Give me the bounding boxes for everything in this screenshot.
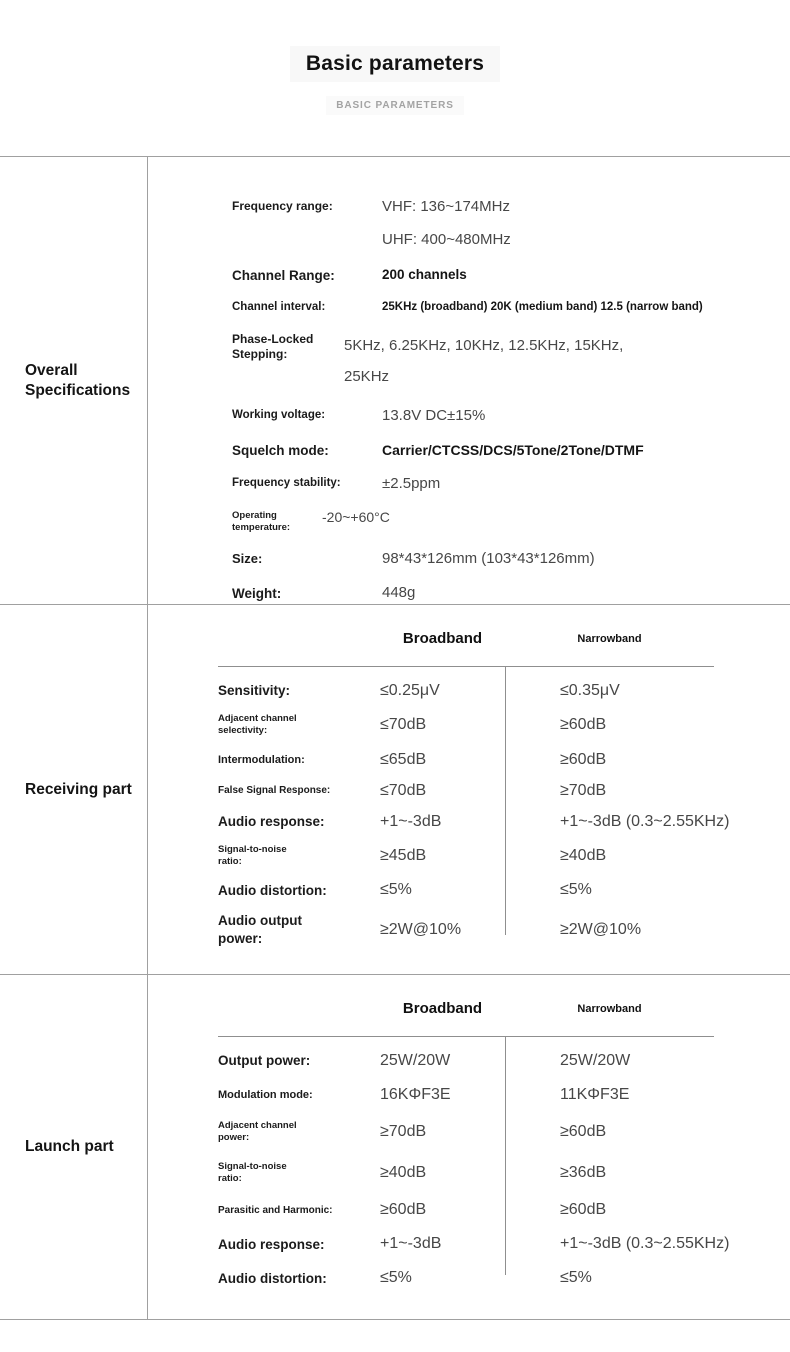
spec-value: -20~+60°C [322, 508, 390, 525]
band-value-narrowband: ≥60dB [560, 1201, 607, 1219]
spec-label: Size: [232, 550, 263, 566]
spec-label: Channel Range: [232, 267, 335, 283]
spec-label: Frequency stability: [232, 476, 341, 489]
band-header-narrowband: Narrowband [577, 632, 642, 645]
page-title: Basic parameters [290, 46, 500, 82]
band-row-label: Adjacent channel power: [218, 1120, 297, 1144]
band-row-false-signal-response [218, 782, 714, 800]
band-row-label: Audio output power: [218, 913, 302, 946]
spec-row-frequency-stability [232, 474, 790, 494]
band-value-narrowband: ≥40dB [560, 847, 607, 865]
spec-list [148, 157, 790, 603]
spec-value: 13.8V DC±15% [382, 406, 486, 424]
spec-value: Carrier/CTCSS/DCS/5Tone/2Tone/DTMF [382, 441, 644, 458]
spec-value: 25KHz (broadband) 20K (medium band) 12.5 (narrow band) [382, 301, 703, 314]
band-value-narrowband: ≥70dB [560, 781, 607, 799]
band-value-narrowband: ≤5% [560, 1269, 592, 1287]
band-row-output-power [218, 1052, 714, 1070]
spec-label: Operating temperature: [232, 509, 291, 534]
spec-label: Phase-Locked Stepping: [232, 331, 314, 362]
band-row-audio-response [218, 1235, 730, 1253]
band-header-broadband: Broadband [402, 1000, 483, 1017]
spec-row-working-voltage [232, 406, 790, 426]
band-value-broadband: 16KΦF3E [380, 1086, 451, 1103]
band-value-narrowband: ≥2W@10% [560, 920, 642, 938]
band-value-broadband: ≥70dB [380, 1123, 427, 1141]
band-row-label: Audio response: [218, 813, 325, 829]
band-row-signal-to-noise-ratio [218, 844, 714, 869]
band-value-narrowband: ≥60dB [560, 750, 607, 768]
band-table-body [218, 667, 730, 947]
band-row-label: False Signal Response: [218, 785, 331, 797]
section-side-rail [0, 975, 148, 1319]
band-value-broadband: ≥60dB [380, 1201, 427, 1219]
band-table-receiving [218, 605, 730, 947]
spec-label: Working voltage: [232, 408, 326, 421]
band-value-narrowband: ≥60dB [560, 1123, 607, 1141]
spec-label: Weight: [232, 585, 282, 601]
band-table-header [218, 605, 714, 667]
section-label: Launch part [25, 1138, 114, 1156]
band-table-launch [218, 975, 730, 1287]
spec-value: ±2.5ppm [382, 474, 441, 492]
band-table-body [218, 1037, 730, 1287]
page-subtitle: BASIC PARAMETERS [326, 96, 464, 115]
band-row-label: Audio distortion: [218, 1270, 327, 1286]
band-value-narrowband: ≥60dB [560, 716, 607, 734]
band-value-broadband: ≤0.25μV [380, 682, 440, 699]
section-launch-part [0, 975, 790, 1320]
band-value-broadband: 25W/20W [380, 1052, 451, 1069]
spec-row-channel-range [232, 265, 790, 285]
band-table-header [218, 975, 714, 1037]
spec-row-weight [232, 583, 790, 603]
band-value-broadband: ≤5% [380, 1269, 412, 1287]
spec-value: 448g [382, 583, 416, 601]
band-row-adjacent-channel-selectivity [218, 713, 714, 738]
band-row-label: Sensitivity: [218, 683, 291, 699]
section-receiving-part [0, 605, 790, 975]
spec-row-frequency-range [232, 197, 790, 251]
band-value-broadband: +1~-3dB [380, 812, 442, 830]
band-row-label: Parasitic and Harmonic: [218, 1204, 333, 1216]
spec-row-operating-temperature [232, 508, 790, 535]
band-value-narrowband: ≤0.35μV [560, 682, 620, 699]
band-header-narrowband: Narrowband [577, 1002, 642, 1015]
band-value-broadband: ≤65dB [380, 750, 427, 768]
band-value-narrowband: 11KΦF3E [560, 1086, 630, 1103]
band-value-narrowband: ≤5% [560, 881, 592, 899]
band-value-narrowband: ≥36dB [560, 1164, 607, 1182]
spec-value [382, 197, 511, 251]
band-row-audio-output-power [218, 912, 714, 947]
spec-label: Channel interval: [232, 301, 326, 314]
spec-value-line: UHF: 400~480MHz [382, 231, 511, 249]
band-row-label: Adjacent channel selectivity: [218, 713, 297, 737]
band-value-narrowband: 25W/20W [560, 1052, 631, 1069]
band-value-broadband: ≥45dB [380, 847, 427, 865]
section-content [148, 975, 790, 1319]
band-row-label: Audio response: [218, 1236, 325, 1252]
section-content [148, 157, 790, 604]
band-row-label: Output power: [218, 1053, 311, 1069]
band-row-adjacent-channel-power [218, 1120, 714, 1145]
section-side-rail [0, 605, 148, 974]
band-value-broadband: ≤5% [380, 881, 412, 899]
spec-label: Squelch mode: [232, 442, 329, 458]
band-value-broadband: ≤70dB [380, 781, 427, 799]
section-overall-specifications [0, 157, 790, 605]
section-label: Overall Specifications [25, 362, 131, 399]
section-content [148, 605, 790, 974]
band-row-audio-distortion [218, 881, 714, 899]
band-value-broadband: ≥40dB [380, 1164, 427, 1182]
band-row-label: Audio distortion: [218, 882, 327, 898]
band-row-intermodulation [218, 751, 714, 769]
band-row-sensitivity [218, 682, 714, 700]
band-row-parasitic-and-harmonic [218, 1201, 714, 1219]
band-value-narrowband: +1~-3dB (0.3~2.55KHz) [560, 812, 730, 830]
section-label: Receiving part [25, 780, 132, 798]
band-row-label: Intermodulation: [218, 753, 305, 766]
band-value-narrowband: +1~-3dB (0.3~2.55KHz) [560, 1235, 730, 1253]
bottom-spacer [0, 1320, 790, 1351]
spec-row-channel-interval [232, 298, 790, 316]
band-row-label: Signal-to-noise ratio: [218, 1160, 287, 1185]
band-row-audio-response [218, 812, 730, 831]
spec-label: Frequency range: [232, 199, 333, 213]
band-header-broadband: Broadband [402, 630, 483, 647]
band-value-broadband: +1~-3dB [380, 1235, 442, 1253]
band-value-broadband: ≥2W@10% [380, 920, 462, 938]
spec-value: 98*43*126mm (103*43*126mm) [382, 549, 595, 567]
spec-row-size [232, 549, 790, 569]
section-side-rail [0, 157, 148, 604]
band-row-signal-to-noise-ratio [218, 1161, 714, 1186]
spec-row-squelch-mode [232, 440, 790, 460]
spec-value-line: VHF: 136~174MHz [382, 198, 510, 215]
spec-value: 5KHz, 6.25KHz, 10KHz, 12.5KHz, 15KHz, 25KHz [344, 336, 624, 385]
spec-value: 200 channels [382, 266, 467, 282]
band-row-audio-distortion [218, 1269, 714, 1287]
spec-row-phase-locked-stepping [232, 330, 790, 392]
band-row-modulation-mode [218, 1086, 714, 1104]
band-row-label: Modulation mode: [218, 1088, 313, 1101]
band-row-label: Signal-to-noise ratio: [218, 843, 287, 868]
page-header [0, 0, 790, 157]
band-value-broadband: ≤70dB [380, 716, 427, 734]
